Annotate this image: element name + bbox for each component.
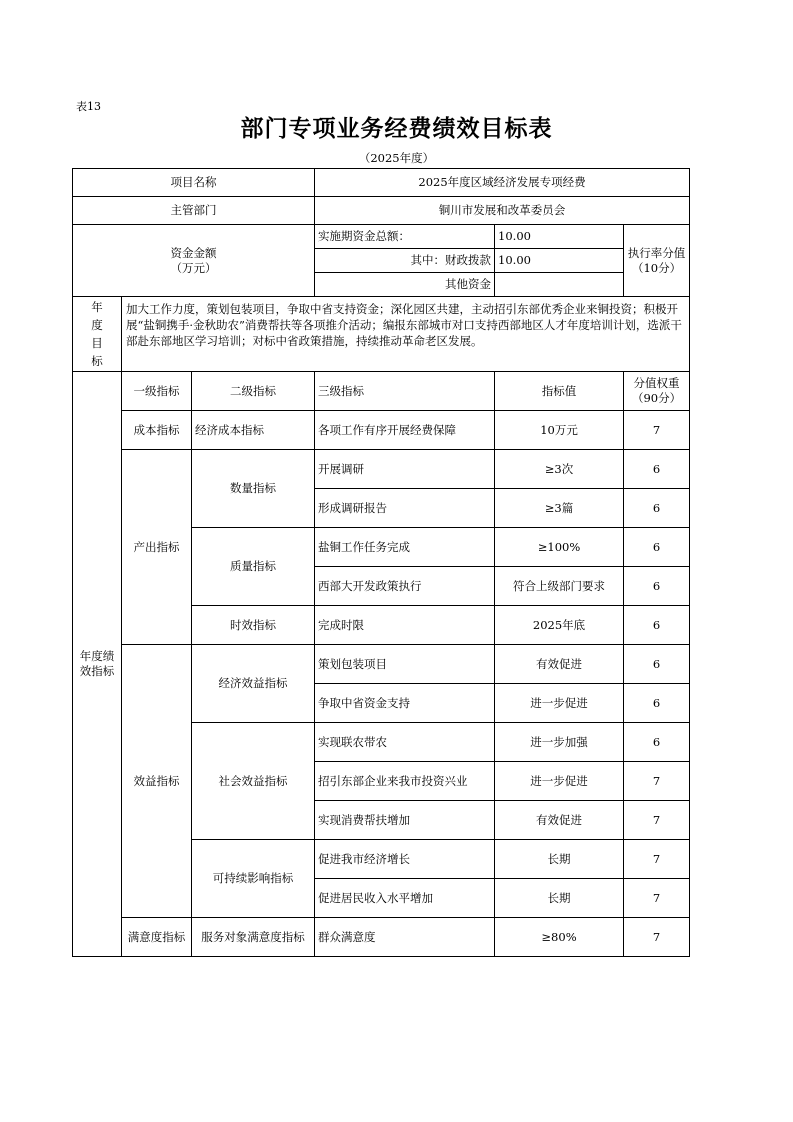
level3-name: 完成时限 bbox=[315, 606, 495, 645]
level3-name: 促进我市经济增长 bbox=[315, 840, 495, 879]
project-name-value: 2025年度区域经济发展专项经费 bbox=[315, 169, 690, 197]
department-row bbox=[73, 197, 690, 225]
indicator-score: 6 bbox=[624, 567, 690, 606]
indicator-value: 进一步促进 bbox=[495, 684, 624, 723]
indicator-score: 6 bbox=[624, 528, 690, 567]
level3-name: 争取中省资金支持 bbox=[315, 684, 495, 723]
level2-sustainable-impact: 可持续影响指标 bbox=[192, 840, 315, 918]
department-label: 主管部门 bbox=[73, 197, 315, 225]
level1-satisfaction: 满意度指标 bbox=[122, 918, 192, 957]
indicator-score: 7 bbox=[624, 801, 690, 840]
level1-output: 产出指标 bbox=[122, 450, 192, 645]
indicator-value: 长期 bbox=[495, 879, 624, 918]
form-number: 表13 bbox=[76, 100, 101, 113]
indicator-value: ≥3次 bbox=[495, 450, 624, 489]
execution-rate-line2: （10分） bbox=[631, 260, 682, 275]
department-value: 铜川市发展和改革委员会 bbox=[315, 197, 690, 225]
annual-goal-label: 年度目标 bbox=[73, 297, 122, 372]
indicator-value: 2025年底 bbox=[495, 606, 624, 645]
project-name-row bbox=[73, 169, 690, 197]
annual-goal-row bbox=[73, 297, 690, 372]
level3-name: 各项工作有序开展经费保障 bbox=[315, 411, 495, 450]
level1-cost: 成本指标 bbox=[122, 411, 192, 450]
indicator-score: 7 bbox=[624, 840, 690, 879]
execution-rate-line1: 执行率分值 bbox=[627, 245, 686, 260]
funds-total-value: 10.00 bbox=[495, 225, 624, 249]
indicator-value: ≥100% bbox=[495, 528, 624, 567]
level3-name: 促进居民收入水平增加 bbox=[315, 879, 495, 918]
funds-fiscal-value: 10.00 bbox=[495, 249, 624, 273]
table-row bbox=[73, 411, 690, 450]
level3-name: 实现消费帮扶增加 bbox=[315, 801, 495, 840]
level3-name: 西部大开发政策执行 bbox=[315, 567, 495, 606]
indicator-value: ≥3篇 bbox=[495, 489, 624, 528]
indicator-score: 7 bbox=[624, 879, 690, 918]
indicator-value: 10万元 bbox=[495, 411, 624, 450]
project-name-label: 项目名称 bbox=[73, 169, 315, 197]
level2-quality: 质量指标 bbox=[192, 528, 315, 606]
indicators-section-label bbox=[73, 372, 122, 957]
level2-timeliness: 时效指标 bbox=[192, 606, 315, 645]
indicator-score: 6 bbox=[624, 645, 690, 684]
header-weight bbox=[624, 372, 690, 411]
level2-service-satisfaction: 服务对象满意度指标 bbox=[192, 918, 315, 957]
funds-other-value bbox=[495, 273, 624, 297]
indicator-value: ≥80% bbox=[495, 918, 624, 957]
level3-name: 实现联农带农 bbox=[315, 723, 495, 762]
funds-label-line2: （万元） bbox=[170, 260, 217, 275]
funds-total-label: 实施期资金总额： bbox=[315, 225, 495, 249]
level3-name: 形成调研报告 bbox=[315, 489, 495, 528]
indicator-score: 6 bbox=[624, 684, 690, 723]
indicator-score: 6 bbox=[624, 450, 690, 489]
header-value: 指标值 bbox=[495, 372, 624, 411]
funds-fiscal-label: 其中：财政拨款 bbox=[315, 249, 495, 273]
level1-benefit: 效益指标 bbox=[122, 645, 192, 918]
indicators-section-line2: 效指标 bbox=[79, 664, 115, 678]
indicator-value: 有效促进 bbox=[495, 801, 624, 840]
indicator-score: 7 bbox=[624, 411, 690, 450]
level3-name: 招引东部企业来我市投资兴业 bbox=[315, 762, 495, 801]
indicator-header-row bbox=[73, 372, 690, 411]
header-level1: 一级指标 bbox=[122, 372, 192, 411]
level3-name: 开展调研 bbox=[315, 450, 495, 489]
indicator-value: 有效促进 bbox=[495, 645, 624, 684]
table-row bbox=[73, 450, 690, 489]
performance-target-table bbox=[72, 168, 690, 957]
level2-quantity: 数量指标 bbox=[192, 450, 315, 528]
indicator-score: 6 bbox=[624, 489, 690, 528]
level2-economic-cost: 经济成本指标 bbox=[192, 411, 315, 450]
table-row bbox=[73, 645, 690, 684]
funds-row-total bbox=[73, 225, 690, 249]
indicators-section-line1: 年度绩 bbox=[79, 649, 115, 663]
funds-label-line1: 资金金额 bbox=[170, 245, 217, 260]
level2-social-benefit: 社会效益指标 bbox=[192, 723, 315, 840]
annual-goal-text: 加大工作力度，策划包装项目，争取中省支持资金；深化园区共建，主动招引东部优秀企业来铜投资；积极开展“盐铜携手·金秋助农”消费帮扶等各项推介活动；编报东部城市对口支持西部地区人才年度培训计划，选派干部赴东部地区学习培训；对标中省政策措施，持续推动革命老区发展。 bbox=[122, 297, 690, 372]
indicator-score: 6 bbox=[624, 723, 690, 762]
level3-name: 盐铜工作任务完成 bbox=[315, 528, 495, 567]
year-note: （2025年度） bbox=[358, 151, 435, 165]
level3-name: 群众满意度 bbox=[315, 918, 495, 957]
funds-label bbox=[73, 225, 315, 297]
header-level3: 三级指标 bbox=[315, 372, 495, 411]
funds-other-label: 其他资金 bbox=[315, 273, 495, 297]
level2-economic-benefit: 经济效益指标 bbox=[192, 645, 315, 723]
indicator-score: 7 bbox=[624, 918, 690, 957]
indicator-score: 6 bbox=[624, 606, 690, 645]
header-weight-line1: 分值权重 bbox=[633, 376, 680, 390]
indicator-value: 符合上级部门要求 bbox=[495, 567, 624, 606]
execution-rate-score bbox=[624, 225, 690, 297]
indicator-value: 长期 bbox=[495, 840, 624, 879]
indicator-score: 7 bbox=[624, 762, 690, 801]
table-row bbox=[73, 918, 690, 957]
indicator-value: 进一步促进 bbox=[495, 762, 624, 801]
level3-name: 策划包装项目 bbox=[315, 645, 495, 684]
header-level2: 二级指标 bbox=[192, 372, 315, 411]
indicator-value: 进一步加强 bbox=[495, 723, 624, 762]
page-title: 部门专项业务经费绩效目标表 bbox=[240, 116, 553, 142]
header-weight-line2: （90分） bbox=[631, 391, 682, 405]
